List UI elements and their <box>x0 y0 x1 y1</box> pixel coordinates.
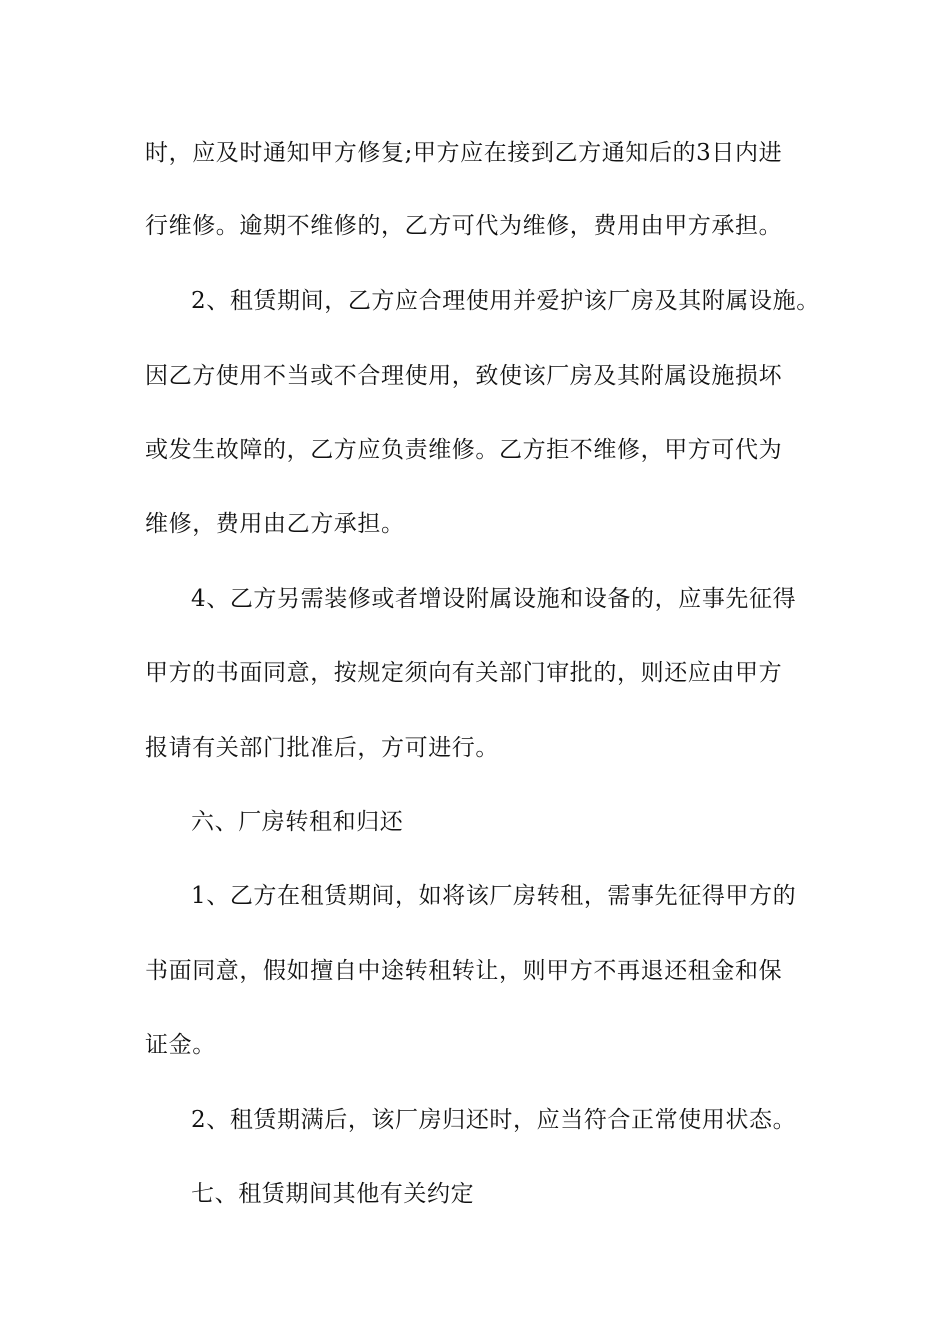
text-line: 行维修。逾期不维修的，乙方可代为维修，费用由甲方承担。 <box>145 213 783 239</box>
text-line: 书面同意，假如擅自中途转租转让，则甲方不再退还租金和保 <box>145 958 783 984</box>
paragraph-start-line: 4、乙方另需装修或者增设附属设施和设备的，应事先征得 <box>191 586 797 612</box>
text-line: 或发生故障的，乙方应负责维修。乙方拒不维修，甲方可代为 <box>145 437 783 463</box>
text-line: 时，应及时通知甲方修复;甲方应在接到乙方通知后的3日内进 <box>145 140 783 166</box>
text-line: 报请有关部门批准后，方可进行。 <box>145 735 499 761</box>
section-heading: 六、厂房转租和归还 <box>191 809 404 835</box>
paragraph-start-line: 1、乙方在租赁期间，如将该厂房转租，需事先征得甲方的 <box>191 883 797 909</box>
text-line: 因乙方使用不当或不合理使用，致使该厂房及其附属设施损坏 <box>145 363 783 389</box>
paragraph-start-line: 2、租赁期间，乙方应合理使用并爱护该厂房及其附属设施。 <box>191 288 820 314</box>
text-line: 证金。 <box>145 1032 216 1058</box>
paragraph-start-line: 2、租赁期满后，该厂房归还时，应当符合正常使用状态。 <box>191 1107 797 1133</box>
text-line: 甲方的书面同意，按规定须向有关部门审批的，则还应由甲方 <box>145 660 783 686</box>
section-heading: 七、租赁期间其他有关约定 <box>191 1181 475 1207</box>
text-line: 维修，费用由乙方承担。 <box>145 511 405 537</box>
